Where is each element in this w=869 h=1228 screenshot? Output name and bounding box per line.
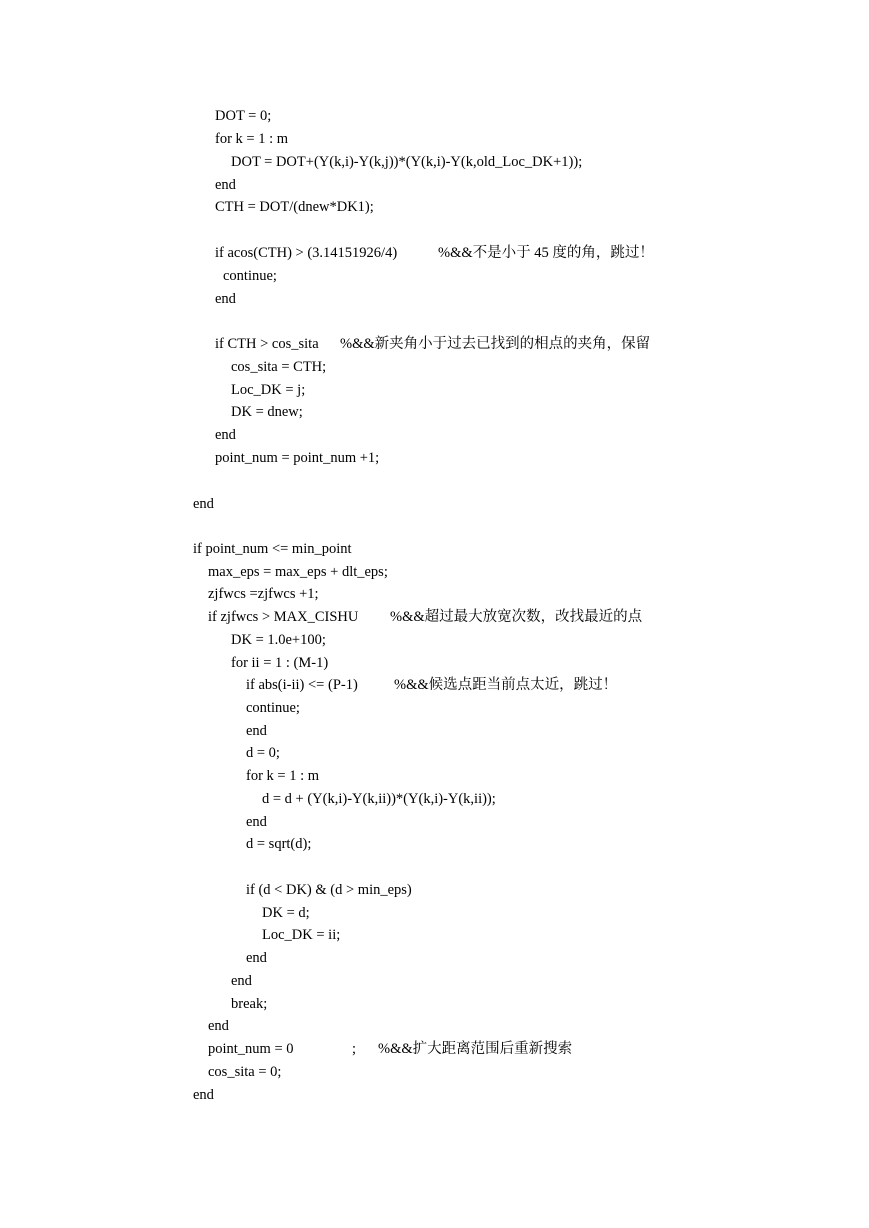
code-comment: %&&新夹角小于过去已找到的相点的夹角，保留 bbox=[340, 336, 651, 352]
code-comment: %&&扩大距离范围后重新搜索 bbox=[378, 1041, 573, 1057]
code-text: CTH = DOT/(dnew*DK1); bbox=[215, 199, 374, 215]
code-text: DOT = 0; bbox=[215, 108, 272, 124]
code-text: for k = 1 : m bbox=[215, 131, 289, 147]
code-text: if acos(CTH) > (3.14151926/4) bbox=[215, 245, 398, 261]
code-text: end bbox=[193, 1087, 214, 1103]
code-text: continue; bbox=[223, 268, 277, 284]
code-text: if point_num <= min_point bbox=[193, 541, 352, 557]
code-text: end bbox=[246, 723, 267, 739]
code-text: cos_sita = 0; bbox=[208, 1064, 282, 1080]
code-text: if (d < DK) & (d > min_eps) bbox=[246, 882, 412, 898]
code-text: d = d + (Y(k,i)-Y(k,ii))*(Y(k,i)-Y(k,ii)); bbox=[262, 791, 496, 807]
code-text: Loc_DK = ii; bbox=[262, 927, 341, 943]
code-text: d = 0; bbox=[246, 745, 280, 761]
code-text: cos_sita = CTH; bbox=[231, 359, 327, 375]
code-text: max_eps = max_eps + dlt_eps; bbox=[208, 564, 388, 580]
code-text: Loc_DK = j; bbox=[231, 382, 306, 398]
code-text: if CTH > cos_sita bbox=[215, 336, 319, 352]
code-text: DK = d; bbox=[262, 905, 310, 921]
code-comment: %&&候选点距当前点太近，跳过！ bbox=[394, 677, 618, 693]
code-text: zjfwcs =zjfwcs +1; bbox=[208, 586, 319, 602]
code-text: end bbox=[215, 427, 236, 443]
code-text: break; bbox=[231, 996, 268, 1012]
code-text: end bbox=[215, 291, 236, 307]
code-text: for k = 1 : m bbox=[246, 768, 320, 784]
code-text: point_num = 0 bbox=[208, 1041, 294, 1057]
code-text: end bbox=[246, 950, 267, 966]
code-separator: ; bbox=[352, 1041, 357, 1057]
code-text: if zjfwcs > MAX_CISHU bbox=[208, 609, 359, 625]
code-text: end bbox=[246, 814, 267, 830]
code-text: DK = dnew; bbox=[231, 404, 303, 420]
code-text: if abs(i-ii) <= (P-1) bbox=[246, 677, 358, 693]
code-text: end bbox=[193, 496, 214, 512]
code-text: continue; bbox=[246, 700, 300, 716]
code-text: end bbox=[215, 177, 236, 193]
code-text: DOT = DOT+(Y(k,i)-Y(k,j))*(Y(k,i)-Y(k,old_Loc_DK+1)); bbox=[231, 154, 583, 170]
code-comment: %&&超过最大放宽次数，改找最近的点 bbox=[390, 609, 643, 625]
code-text: DK = 1.0e+100; bbox=[231, 632, 326, 648]
code-text: point_num = point_num +1; bbox=[215, 450, 380, 466]
code-text: d = sqrt(d); bbox=[246, 836, 312, 852]
code-text: end bbox=[208, 1018, 229, 1034]
code-text: end bbox=[231, 973, 252, 989]
code-comment: %&&不是小于 45 度的角，跳过！ bbox=[438, 245, 654, 261]
code-text: for ii = 1 : (M-1) bbox=[231, 655, 329, 671]
